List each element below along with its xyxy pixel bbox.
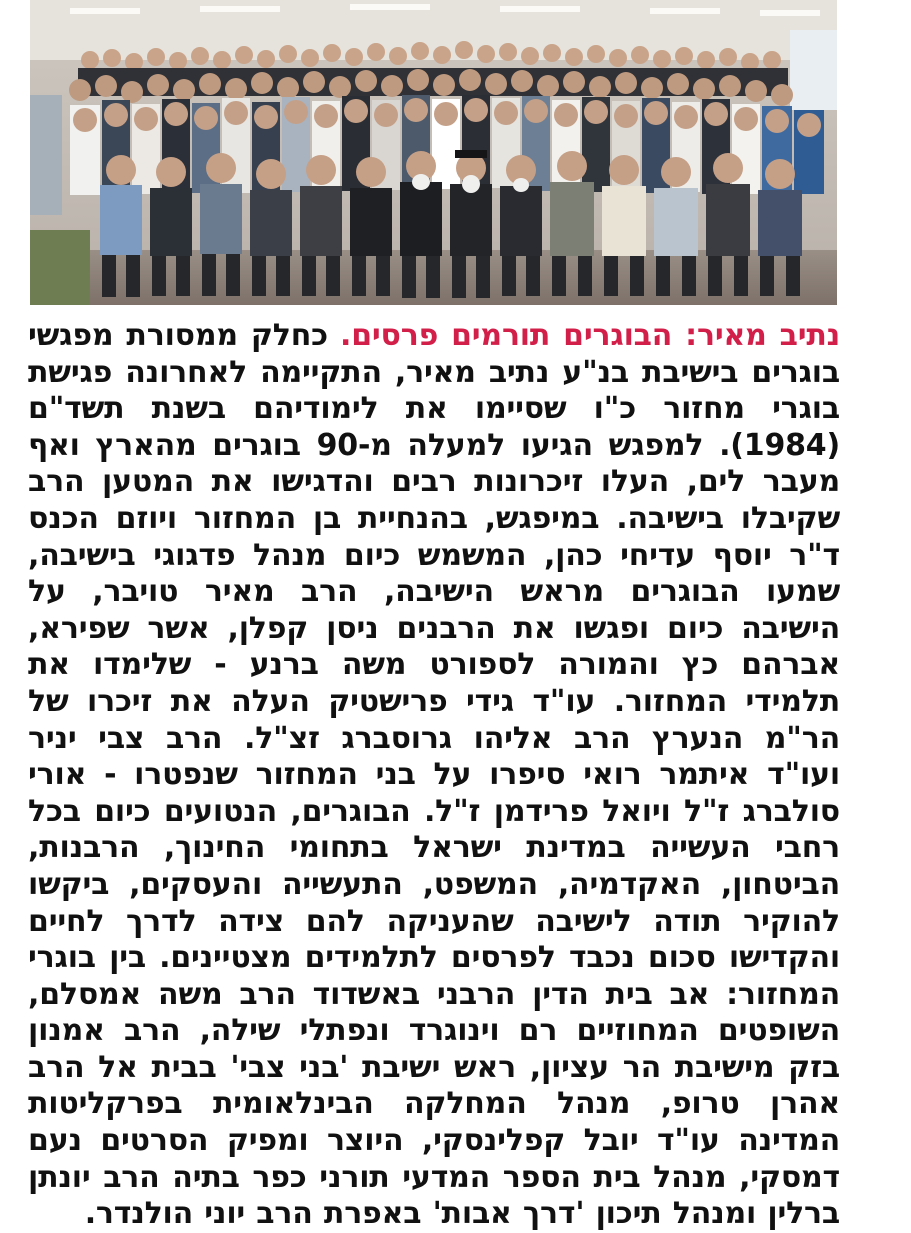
article-body: כחלק ממסורת מפגשי בוגרים בישיבת בנ"ע נתיב מאיר, התקיימה לאחרונה פגישת בוגרי מחזור כ"ו שסיימו את לימודיהם בשנת תשד"ם (1984). למפגש הגיעו למעלה מ-90 בוגרים מהארץ ואף מעבר לים, העלו זיכרונות רבים והדגישו את המטען הרב שקיבלו בישיבה. במיפגש, בהנחיית בן המחזור ויוזם הכנס ד"ר יוסף עדיחי כהן, המשמש כיום מנהל פדגוגי בישיבה, שמעו הבוגרים מראש הישיבה, הרב מאיר טויבר, על הישיבה כיום ופגשו את הרבנים ניסן קפלן, אשר שפירא, אברהם כץ והמורה לספורט משה ברנע - שלימדו את תלמידי המחזור. עו"ד גידי פרישטיק העלה את זיכרו של הר"מ הנערץ הרב אליהו גרוסברג זצ"ל. הרב צבי יניר ועו"ד איתמר רואי סיפרו על בני המחזור שנפטרו - אורי סולברג ז"ל ויואל פרידמן ז"ל. הבוגרים, הנטועים כיום בכל רחבי העשייה במדינת ישראל בתחומי החינוך, הרבנות, הביטחון, האקדמיה, המשפט, התעשייה והעסקים, ביקשו להוקיר תודה לישיבה שהעניקה להם צידה לדרך לחיים והקדישו סכום נכבד לפרסים לתלמידים מצטיינים. בין בוגרי המחזור: אב בית הדין הרבני באשדוד הרב משה אמסלם, השופטים המחוזיים רם וינוגרד ונפתלי שילה, הרב אמנון בזק מישיבת הר עציון, ראש ישיבת 'בני צבי' בבית אל הרב אהרן טרופ, מנהל המחלקה הבינלאומית בפרקליטות המדינה עו"ד יובל קפלינסקי, היוצר ומפיק הסרטים נעם דמסקי, מנהל בית הספר המדעי תורני כפר בתיה הרב יונתן ברלין ומנהל תיכון 'דרך אבות' באפרת הרב יוני הולנדר. xyxy=(28,318,840,1232)
article-headline: נתיב מאיר: הבוגרים תורמים פרסים. xyxy=(340,318,841,353)
group-photo-illustration xyxy=(30,0,837,305)
article xyxy=(28,318,840,1233)
group-photo xyxy=(30,0,837,305)
